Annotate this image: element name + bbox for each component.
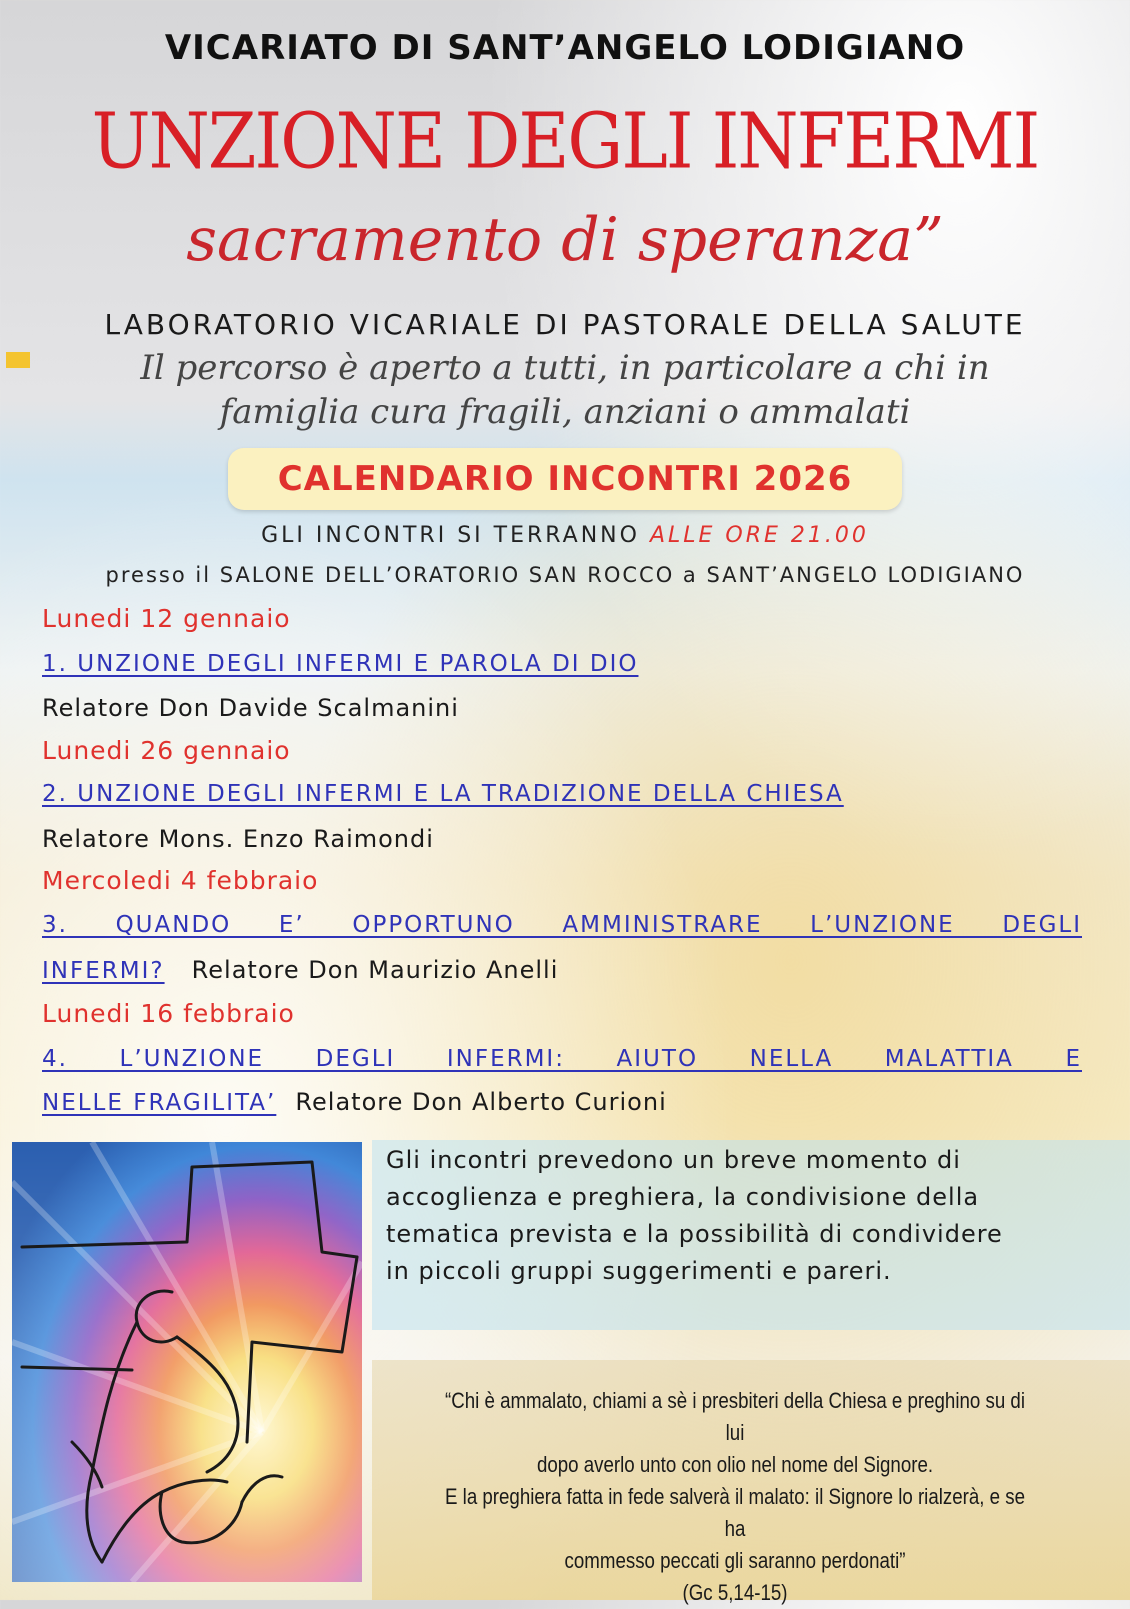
event-3-speaker: Relatore Don Maurizio Anelli: [191, 956, 559, 984]
laboratorio-heading: LABORATORIO VICARIALE DI PASTORALE DELLA SALUTE: [104, 308, 1026, 341]
quote-line-4: commesso peccati gli saranno perdonati”: [564, 1548, 906, 1573]
artwork-svg: [12, 1142, 362, 1582]
event-1-date: Lunedi 12 gennaio: [42, 604, 291, 633]
page-subtitle: sacramento di speranza”: [186, 205, 944, 275]
event-2-title[interactable]: [42, 781, 1082, 807]
event-4-speaker: Relatore Don Alberto Curioni: [295, 1088, 667, 1116]
calendar-badge: [228, 448, 902, 510]
quote-line-3: E la preghiera fatta in fede salverà il malato: il Signore lo rialzerà, e se ha: [444, 1484, 1025, 1541]
event-3-title-line-2[interactable]: INFERMI?: [42, 958, 165, 984]
event-4-line-2: [42, 1088, 1082, 1116]
event-1-title[interactable]: [42, 651, 1082, 677]
orario-line: [0, 523, 1130, 548]
event-2-title-text[interactable]: 2. UNZIONE DEGLI INFERMI E LA TRADIZIONE DELLA CHIESA: [42, 781, 844, 807]
scripture-quote: [433, 1385, 1037, 1609]
quote-reference: (Gc 5,14-15): [682, 1580, 788, 1605]
event-2-speaker: Relatore Mons. Enzo Raimondi: [42, 825, 434, 853]
percorso-line-2: famiglia cura fragili, anziani o ammalati: [219, 392, 911, 432]
info-line-2: accoglienza e preghiera, la condivisione della: [386, 1183, 980, 1211]
event-3-title-line-1[interactable]: 3. QUANDO E’ OPPORTUNO AMMINISTRARE L’UNZIONE DEGLI: [42, 912, 1082, 938]
event-4-date: Lunedi 16 febbraio: [42, 999, 295, 1028]
event-4-title-line-1[interactable]: 4. L’UNZIONE DEGLI INFERMI: AIUTO NELLA MALATTIA E: [42, 1046, 1082, 1072]
orario-prefix: GLI INCONTRI SI TERRANNO: [261, 523, 650, 548]
cross-and-kneeling-figure-icon: [12, 1142, 362, 1582]
quote-line-1: “Chi è ammalato, chiami a sè i presbiteri della Chiesa e preghino su di lui: [445, 1388, 1025, 1445]
event-3-line-2: [42, 956, 1082, 984]
vicariato-heading: VICARIATO DI SANT’ANGELO LODIGIANO: [164, 28, 966, 68]
orario-time: ALLE ORE 21.00: [649, 523, 869, 548]
info-line-1: Gli incontri prevedono un breve momento di: [386, 1146, 961, 1174]
percorso-line-1: Il percorso è aperto a tutti, in particolare a chi in: [140, 348, 990, 388]
info-line-3: tematica prevista e la possibilità di condividere: [386, 1220, 1003, 1248]
page-title: UNZIONE DEGLI INFERMI: [91, 95, 1039, 187]
event-4-title-line-2[interactable]: NELLE FRAGILITA’: [42, 1090, 277, 1116]
info-text: [386, 1142, 1086, 1290]
event-2-date: Lunedi 26 gennaio: [42, 736, 291, 765]
quote-line-2: dopo averlo unto con olio nel nome del Signore.: [536, 1452, 934, 1477]
luogo-line: presso il SALONE DELL’ORATORIO SAN ROCCO a SANT’ANGELO LODIGIANO: [105, 563, 1025, 587]
calendar-badge-label: CALENDARIO INCONTRI 2026: [277, 459, 853, 499]
event-1-title-text[interactable]: 1. UNZIONE DEGLI INFERMI E PAROLA DI DIO: [42, 651, 639, 677]
event-3-date: Mercoledi 4 febbraio: [42, 866, 319, 895]
event-1-speaker: Relatore Don Davide Scalmanini: [42, 694, 459, 722]
info-line-4: in piccoli gruppi suggerimenti e pareri.: [386, 1257, 892, 1285]
